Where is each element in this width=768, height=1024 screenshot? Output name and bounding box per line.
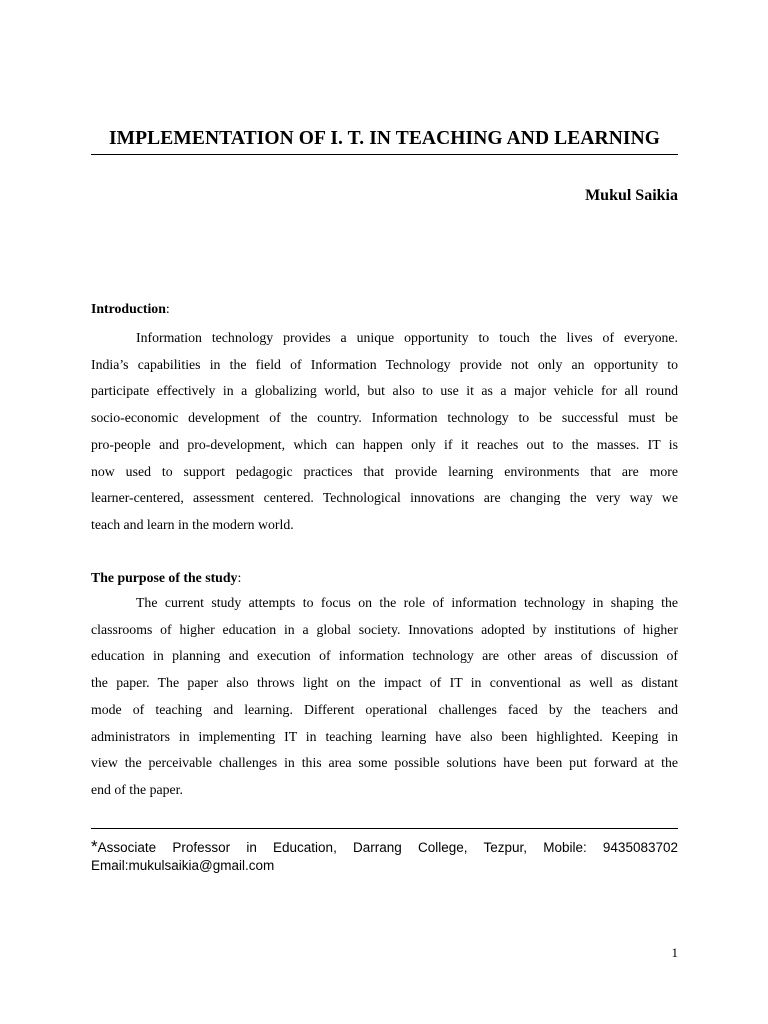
paragraph-line: mode of teaching and learning. Different operational challenges faced by the teachers and	[91, 701, 678, 717]
paragraph-line: education in planning and execution of information technology are other areas of discussion of	[91, 648, 678, 664]
paragraph-line: pro-people and pro-development, which can happen only if it reaches out to the masses. IT is	[91, 436, 678, 452]
purpose-paragraph	[91, 590, 678, 804]
footnote-line	[91, 838, 678, 857]
page-number: 1	[671, 945, 678, 960]
footnote-separator	[91, 828, 678, 829]
paragraph-line: administrators in implementing IT in teaching learning have also been highlighted. Keeping in	[91, 728, 678, 744]
section-heading-colon: :	[165, 301, 170, 316]
paragraph-line: Information technology provides a unique opportunity to touch the lives of everyone.	[136, 330, 678, 345]
footnote	[91, 838, 678, 875]
footnote-affiliation: Associate Professor in Education, Darrang College, Tezpur, Mobile: 9435083702	[97, 840, 678, 855]
introduction-paragraph	[91, 325, 678, 539]
paragraph-line: the paper. The paper also throws light on the impact of IT in conventional as well as distant	[91, 675, 678, 691]
paragraph-line: The current study attempts to focus on the role of information technology in shaping the	[136, 595, 678, 610]
paragraph-line: view the perceivable challenges in this area some possible solutions have been put forward at the	[91, 755, 678, 771]
paragraph-line: now used to support pedagogic practices that provide learning environments that are more	[91, 463, 678, 479]
paragraph-line: learner-centered, assessment centered. Technological innovations are changing the very way we	[91, 490, 678, 506]
paragraph-line: end of the paper.	[91, 781, 183, 797]
footnote-email: Email:mukulsaikia@gmail.com	[91, 858, 275, 873]
paragraph-line: participate effectively in a globalizing world, but also to use it as a major vehicle for all round	[91, 383, 678, 399]
paragraph-line: India’s capabilities in the field of Information Technology provide not only an opportunity to	[91, 356, 678, 372]
paragraph-line: classrooms of higher education in a global society. Innovations adopted by institutions of higher	[91, 621, 678, 637]
section-heading-purpose	[91, 570, 241, 586]
section-heading-colon: :	[237, 570, 242, 585]
paragraph-line: teach and learn in the modern world.	[91, 516, 294, 532]
document-title: IMPLEMENTATION OF I. T. IN TEACHING AND LEARNING	[91, 128, 678, 155]
section-heading-text: The purpose of the study	[91, 570, 238, 585]
author-name: Mukul Saikia	[585, 187, 678, 204]
section-heading-text: Introduction	[91, 301, 166, 316]
section-heading-introduction	[91, 301, 170, 317]
paragraph-line: socio-economic development of the country. Information technology to be successful must be	[91, 410, 678, 426]
footnote-mark: *	[91, 837, 98, 856]
